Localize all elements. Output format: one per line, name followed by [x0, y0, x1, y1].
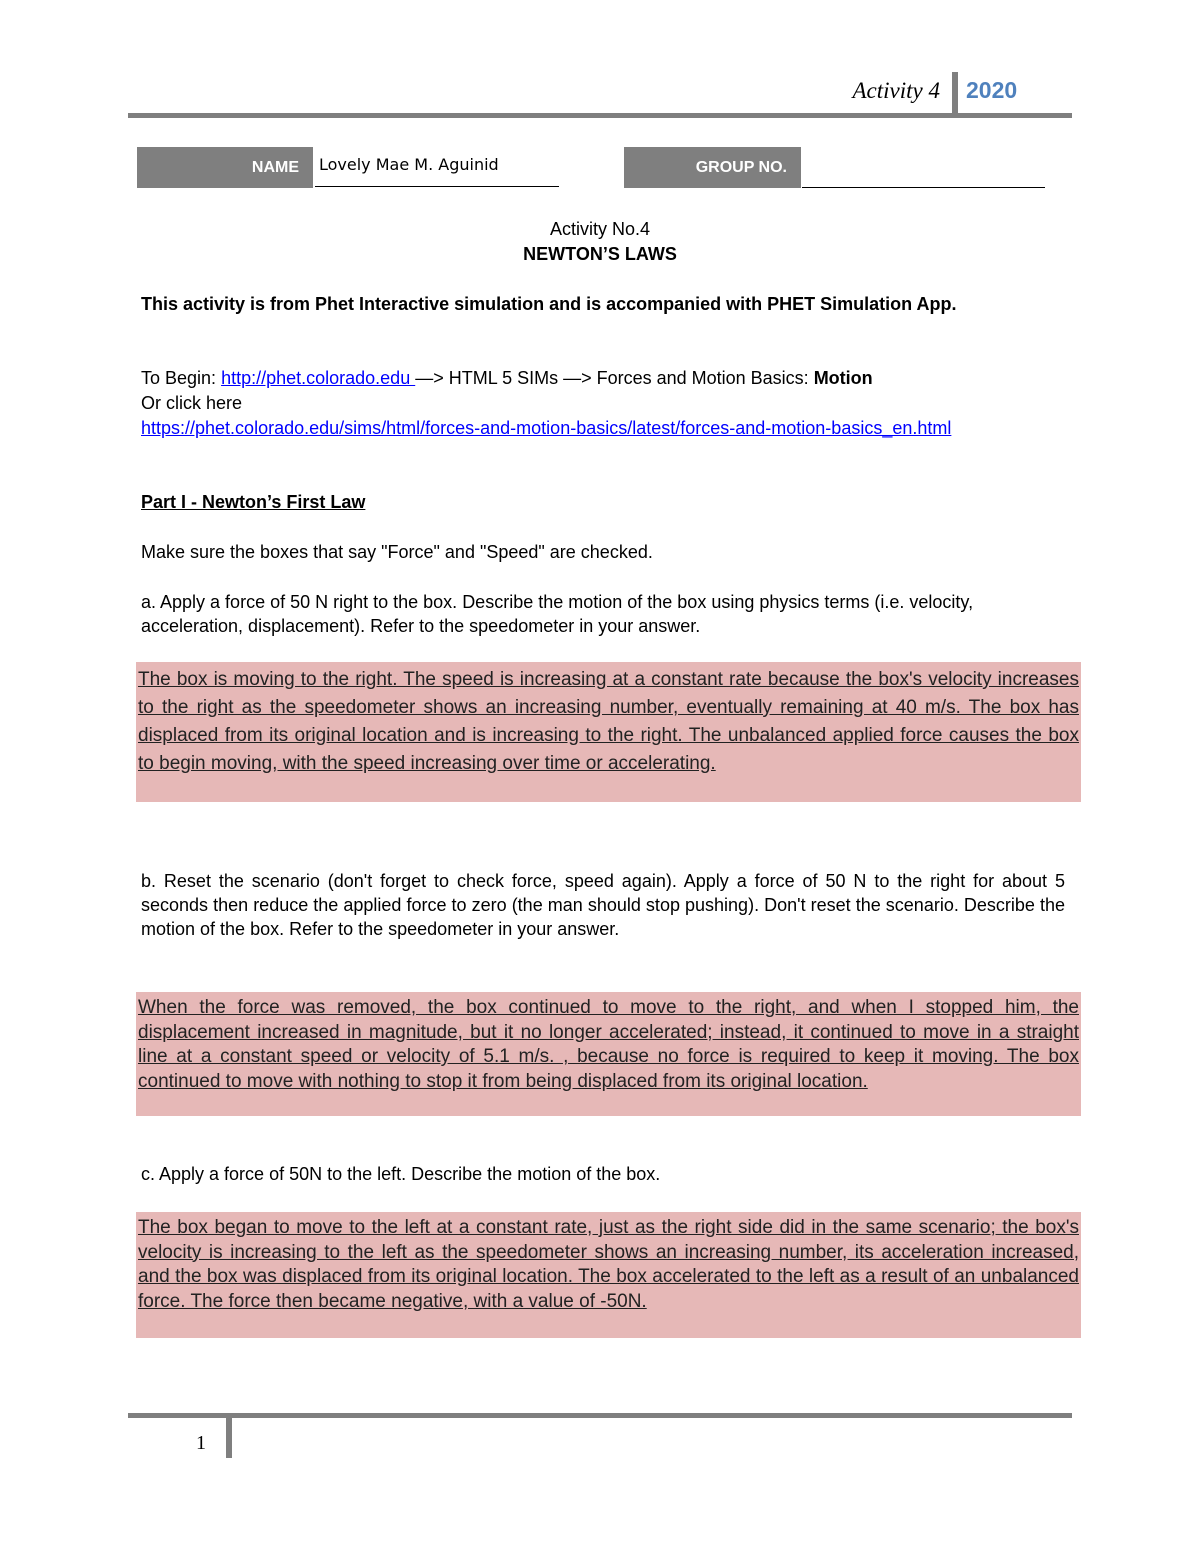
name-label: NAME — [137, 147, 313, 188]
question-b: b. Reset the scenario (don't forget to check force, speed again). Apply a force of 50 N to the right for about 5 seconds then reduce the applied force to zero (the man should stop pushing). Don't reset the scenario. Describe the motion of the box. Refer to the speedometer in your answer. — [141, 871, 1065, 939]
question-a: a. Apply a force of 50 N right to the box. Describe the motion of the box using physics terms (i.e. velocity, acceleration, displacement). Refer to the speedometer in your answer. — [141, 592, 974, 636]
answer-c: The box began to move to the left at a constant rate, just as the right side did in the same scenario; the box's velocity is increasing to the left as the speedometer shows an increasing number, its acceleration increased, and the box was displaced from its original location. The box accelerated to the left as a result of an unbalanced force. The force then became negative, with a value of -50N. — [136, 1212, 1081, 1338]
click-here-text: Or click here — [141, 393, 243, 413]
phet-home-link[interactable]: http://phet.colorado.edu — [221, 368, 416, 388]
group-label: GROUP NO. — [624, 147, 801, 188]
header-year: 2020 — [966, 77, 1018, 103]
instruction-text: Make sure the boxes that say "Force" and "Speed" are checked. — [141, 542, 653, 562]
page-number: 1 — [196, 1432, 206, 1454]
question-c: c. Apply a force of 50N to the left. Describe the motion of the box. — [141, 1164, 661, 1184]
activity-header-title: Activity 4 — [852, 78, 940, 103]
part1-heading: Part I - Newton’s First Law — [141, 492, 366, 512]
group-field[interactable] — [802, 147, 1045, 188]
begin-motion: Motion — [813, 368, 873, 388]
name-value: Lovely Mae M. Aguinid — [319, 155, 499, 174]
simulation-link[interactable]: https://phet.colorado.edu/sims/html/forces-and-motion-basics/latest/forces-and-motion-basics_en.html — [141, 418, 952, 438]
begin-path: —> HTML 5 SIMs —> Forces and Motion Basics: — [415, 368, 814, 388]
begin-prefix: To Begin: — [141, 368, 222, 388]
header-divider — [952, 72, 958, 116]
footer-divider — [226, 1416, 232, 1458]
intro-text: This activity is from Phet Interactive simulation and is accompanied with PHET Simulation App. — [141, 294, 957, 314]
footer-rule — [128, 1413, 1072, 1418]
document-title: NEWTON’S LAWS — [523, 244, 677, 264]
answer-b: When the force was removed, the box continued to move to the right, and when I stopped him, the displacement increased in magnitude, but it no longer accelerated; instead, it continued to move in a straight line at a constant speed or velocity of 5.1 m/s. , because no force is required to keep it moving. The box continued to move with nothing to stop it from being displaced from its original location. — [136, 992, 1081, 1116]
begin-line — [141, 366, 1065, 390]
header-rule — [128, 113, 1072, 118]
answer-a: The box is moving to the right. The speed is increasing at a constant rate because the box's velocity increases to the right as the speedometer shows an increasing number, eventually remaining at 40 m/s. The box has displaced from its original location and is increasing to the right. The unbalanced applied force causes the box to begin moving, with the speed increasing over time or accelerating. — [136, 662, 1081, 802]
activity-number: Activity No.4 — [549, 219, 651, 239]
name-field[interactable] — [315, 147, 559, 187]
